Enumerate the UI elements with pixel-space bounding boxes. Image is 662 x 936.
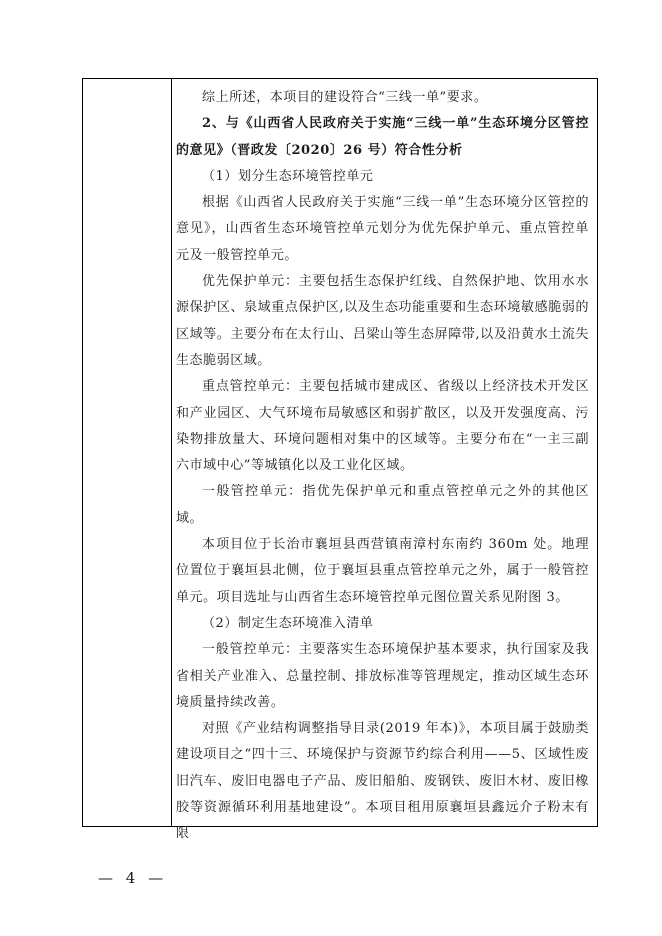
paragraph-industry-catalog: 对照《产业结构调整指导目录(2019 年本)》，本项目属于鼓励类建设项目之“四十三、环境保护与资源节约综合利用——5、区域性废旧汽车、废旧电器电子产品、废旧船舶、废钢铁、废旧木材、废旧橡胶等资源循环利用基地建设”。本项目租用原襄垣县鑫远介子粉末有限 xyxy=(176,721,589,842)
paragraph-basis: 根据《山西省人民政府关于实施“三线一单”生态环境分区管控的意见》，山西省生态环境管控单元划分为优先保护单元、重点管控单元及一般管控单元。 xyxy=(176,195,589,263)
paragraph-summary: 综上所述，本项目的建设符合“三线一单”要求。 xyxy=(202,90,488,105)
content-table xyxy=(82,78,598,842)
paragraph-priority-protection: 优先保护单元：主要包括生态保护红线、自然保护地、饮用水水源保护区、泉域重点保护区,以及生态功能重要和生态环境敏感脆弱的区域等。主要分布在太行山、吕梁山等生态屏障带,以及沿黄水土流失生态脆弱区域。 xyxy=(176,274,589,368)
table-column-divider xyxy=(171,79,172,826)
table-content-cell xyxy=(176,85,589,842)
page-number: — 4 — xyxy=(98,869,168,887)
paragraph-general-requirements: 一般管控单元：主要落实生态环境保护基本要求，执行国家及我省相关产业准入、总量控制、排放标准等管理规定，推动区域生态环境质量持续改善。 xyxy=(176,642,589,710)
subheading-1: （1）划分生态环境管控单元 xyxy=(202,168,374,184)
subheading-2: （2）制定生态环境准入清单 xyxy=(202,615,374,631)
paragraph-key-control: 重点管控单元：主要包括城市建成区、省级以上经济技术开发区和产业园区、大气环境布局敏感区和弱扩散区，以及开发强度高、污染物排放量大、环境问题相对集中的区域等。主要分布在“一主三副六市域中心”等城镇化以及工业化区域。 xyxy=(176,379,589,474)
paragraph-general-control: 一般管控单元：指优先保护单元和重点管控单元之外的其他区域。 xyxy=(176,484,589,526)
paragraph-project-location: 本项目位于长治市襄垣县西营镇南漳村东南约 360m 处。地理位置位于襄垣县北侧，位于襄垣县重点管控单元之外，属于一般管控单元。项目选址与山西省生态环境管控单元图位置关系见附图 3。 xyxy=(176,537,589,605)
section-heading-2: 2、与《山西省人民政府关于实施“三线一单”生态环境分区管控的意见》（晋政发〔2020〕26 号）符合性分析 xyxy=(176,116,589,158)
